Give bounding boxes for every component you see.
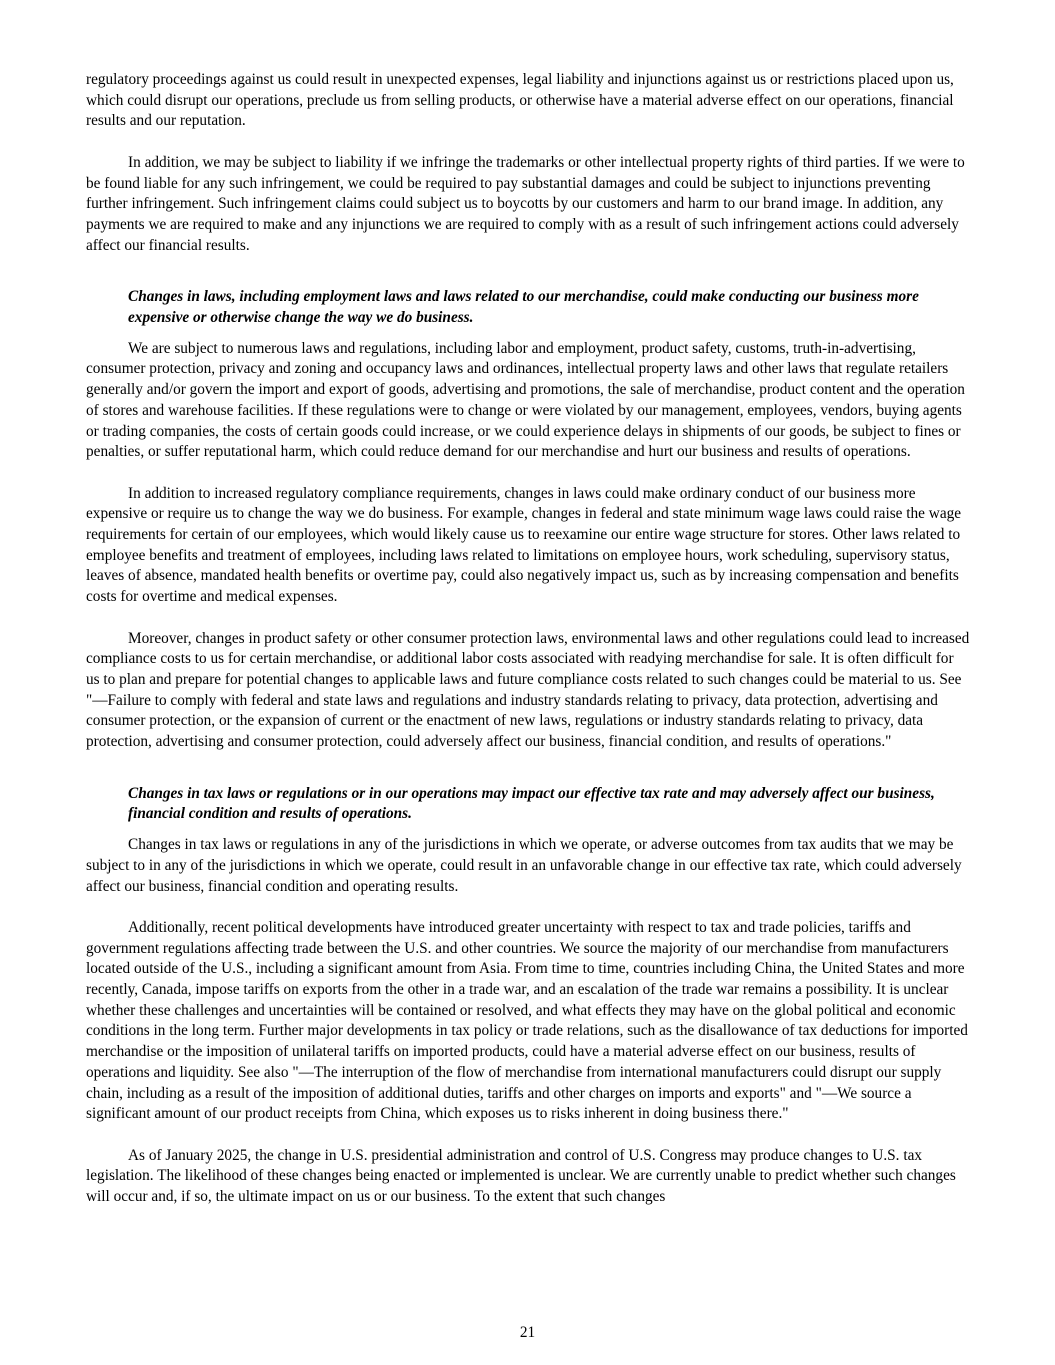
paragraph-tax-laws: Changes in tax laws or regulations in any of the jurisdictions in which we operate, or adverse outcomes from tax audits that we may be subject to in any of the jurisdictions in which we operate, could result in an unfavorable change in our effective tax rate, which could adversely affect our business, financial condition and operating results. [86, 836, 962, 895]
paragraph-continued: regulatory proceedings against us could result in unexpected expenses, legal liability and injunctions against us or restrictions placed upon us, which could disrupt our operations, preclude us from selling products, or otherwise have a material adverse effect on our operations, financial results and our reputation. [86, 71, 954, 130]
paragraph-trademark-liability: In addition, we may be subject to liability if we infringe the trademarks or other intellectual property rights of third parties. If we were to be found liable for any such infringement, we could be required to pay substantial damages and could be subject to injunctions preventing further infringement. Such infringement claims could subject us to boycotts by our customers and harm to our brand image. In addition, any payments we are required to make and any injunctions we are required to comply with as a result of such infringement actions could adversely affect our financial results. [86, 153, 965, 254]
paragraph-tax-legislation: As of January 2025, the change in U.S. presidential administration and control of U.S. Congress may produce changes to U.S. tax legislation. The likelihood of these changes being enacted or implemented is unclear. We are currently unable to predict whether such changes will occur and, if so, the ultimate impact on us or our business. To the extent that such changes [86, 1146, 956, 1206]
paragraph-compliance-requirements: In addition to increased regulatory compliance requirements, changes in laws could make ordinary conduct of our business more expensive or require us to change the way we do business. For example, changes in federal and state minimum wage laws could raise the wage requirements for certain of our employees, which would likely cause us to reexamine our entire wage structure for stores. Other laws related to employee benefits and treatment of employees, including laws related to limitations on employee hours, work scheduling, supervisory status, leaves of absence, mandated health benefits or overtime pay, could also negatively impact us, such as by increasing compensation and benefits costs for overtime and medical expenses. [86, 484, 962, 606]
document-page [86, 70, 970, 1208]
section-heading-tax: Changes in tax laws or regulations or in our operations may impact our effective tax rate and may adversely affect our business, financial condition and results of operations. [128, 784, 935, 823]
page-number: 21 [519, 1324, 536, 1341]
paragraph-trade-policy: Additionally, recent political developments have introduced greater uncertainty with respect to tax and trade policies, tariffs and government regulations affecting trade between the U.S. and other countries. We source the majority of our merchandise from manufacturers located outside of the U.S., including a significant amount from Asia. From time to time, countries including China, the United States and more recently, Canada, impose tariffs on exports from the other in a trade war, and an escalation of the trade war remains a possibility. It is unclear whether these challenges and uncertainties will be contained or resolved, and what effects they may have on the global political and economic conditions in the long term. Further major developments in tax policy or trade relations, such as the disallowance of tax deductions for imported merchandise or the imposition of unilateral tariffs on imported products, could have a material adverse effect on our business, results of operations and liquidity. See also "—The interruption of the flow of merchandise from international manufacturers could disrupt our supply chain, including as a result of the imposition of additional duties, tariffs and other charges on imports and exports" and "—We source a significant amount of our product receipts from China, which exposes us to risks inherent in doing business there." [86, 918, 968, 1123]
paragraph-regulations: We are subject to numerous laws and regulations, including labor and employment, product safety, customs, truth-in-advertising, consumer protection, privacy and zoning and occupancy laws and ordinances, intellectual property laws and other laws that regulate retailers generally and/or govern the import and export of goods, advertising and promotions, the sale of merchandise, product content and the operation of stores and warehouse facilities. If these regulations were to change or were violated by our management, employees, vendors, buying agents or trading companies, the costs of certain goods could increase, or we could experience delays in shipments of our goods, be subject to fines or penalties, or suffer reputational harm, which could reduce demand for our merchandise and hurt our business and results of operations. [86, 339, 965, 461]
paragraph-product-safety: Moreover, changes in product safety or other consumer protection laws, environmental laws and other regulations could lead to increased compliance costs to us for certain merchandise, or additional labor costs associated with readying merchandise for sale. It is often difficult for us to plan and prepare for potential changes to applicable laws and future compliance costs related to such changes could be material to us. See "—Failure to comply with federal and state laws and regulations and industry standards relating to privacy, data protection, advertising and consumer protection, or the expansion of current or the enactment of new laws, regulations or industry standards relating to privacy, data protection, advertising and consumer protection, could adversely affect our business, financial condition, and results of operations." [86, 629, 970, 751]
section-heading-laws: Changes in laws, including employment laws and laws related to our merchandise, could make conducting our business more expensive or otherwise change the way we do business. [128, 288, 919, 327]
